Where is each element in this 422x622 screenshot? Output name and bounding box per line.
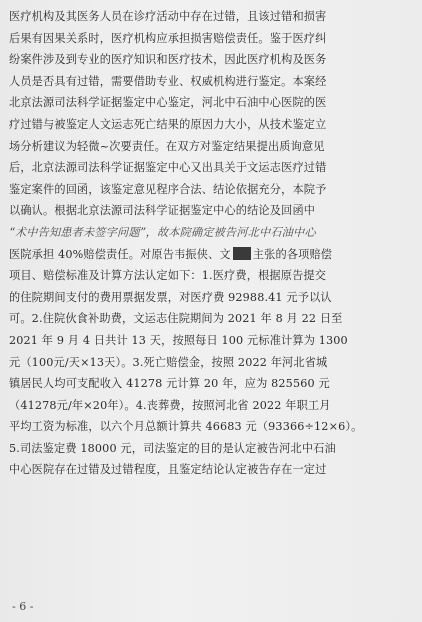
handwritten-quote-line: “术中告知患者未签字问题”，故本院确定被告河北中石油中心 [9,225,316,239]
text-line: 疗过错与被鉴定人文运志死亡结果的原因力大小，从技术鉴定立 [9,117,327,131]
text-line: 元（100元/天×13天）。3.死亡赔偿金，按照 2022 年河北省城 [9,355,328,369]
text-line: 的住院期间支付的费用票据发票，对医疗费 92988.41 元予以认 [9,290,332,304]
text-line: 人员是否具有过错，需要借助专业、权威机构进行鉴定。本案经 [9,74,327,88]
text-line: 医疗机构及其医务人员在诊疗活动中存在过错，且该过错和损害 [9,10,327,23]
text-line-head: 医院承担 40%赔偿责任。对原告韦振侠、文 [9,247,231,261]
text-line: （41278元/年×20年）。4.丧葬费，按照河北省 2022 年职工月 [9,398,331,412]
page-number: - 6 - [12,600,34,613]
text-line: 后果有因果关系时，医疗机构应承担损害赔偿责任。鉴于医疗纠 [9,31,327,45]
text-line: 2021 年 9 月 4 日共计 13 天，按照每日 100 元标准计算为 1300 [9,333,348,347]
text-line: 可。2.住院伙食补助费，文运志住院期间为 2021 年 8 月 22 日至 [9,312,343,326]
text-line: 北京法源司法科学证据鉴定中心鉴定，河北中石油中心医院的医 [9,96,327,110]
text-line-with-redaction [9,244,417,266]
body-text [9,6,417,481]
text-line: 项目、赔偿标准及计算方法认定如下：1.医疗费，根据原告提交 [9,269,327,283]
redaction-block [233,247,251,260]
text-line: 平均工资为标准，以六个月总额计算共 46683 元（93366÷12×6）。 [9,420,363,434]
text-line: 纷案件涉及到专业的医疗知识和医疗技术，因此医疗机构及医务 [9,53,327,67]
text-line: 场分析建议为轻微~次要责任。在双方对鉴定结果提出质询意见 [9,139,325,153]
text-line: 中心医院存在过错及过错程度，且鉴定结论认定被告存在一定过 [9,463,327,477]
text-line: 后，北京法源司法科学证据鉴定中心又出具关于文运志医疗过错 [9,161,327,175]
text-line: 镇居民人均可支配收入 41278 元计算 20 年，应为 825560 元 [9,377,330,391]
text-line: 鉴定案件的回函，该鉴定意见程序合法、结论依据充分，本院予 [9,182,327,196]
text-line: 5.司法鉴定费 18000 元，司法鉴定的目的是认定被告河北中石油 [9,441,336,455]
text-line: 以确认。根据北京法源司法科学证据鉴定中心的结论及回函中 [9,204,316,218]
text-line-tail: 主张的各项赔偿 [252,247,333,261]
